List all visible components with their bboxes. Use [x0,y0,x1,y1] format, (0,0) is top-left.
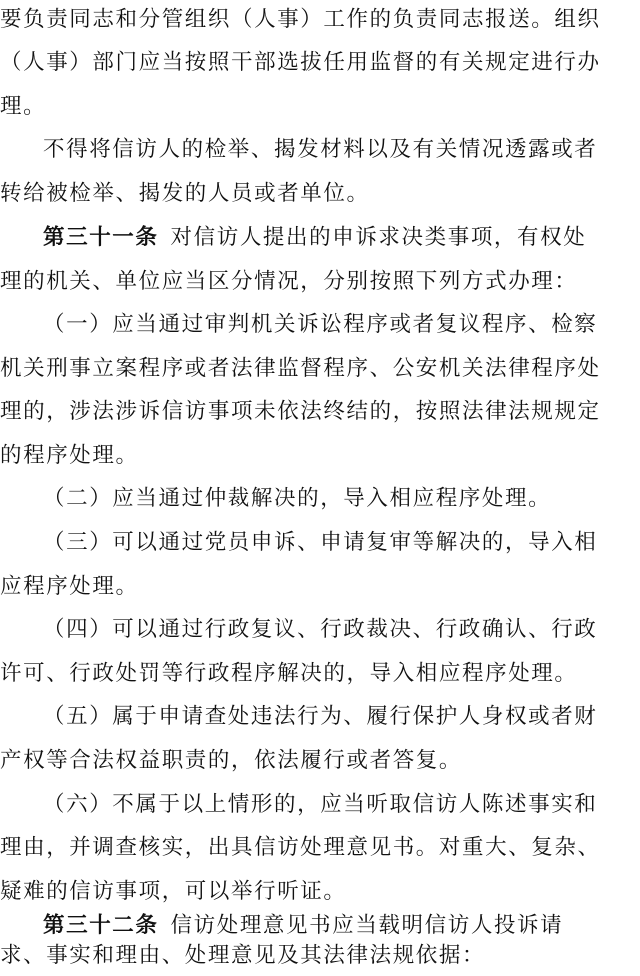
item-4-first-line: （四）可以通过行政复议、行政裁决、行政确认、行政 [43,617,598,642]
text-line: （人事）部门应当按照干部选拔任用监督的有关规定进行办 [0,50,601,75]
text-line: 理的机关、单位应当区分情况，分别按照下列方式办理： [0,269,578,294]
text-line: 疑难的信访事项，可以举行听证。 [0,879,347,904]
article-31-first-line [0,218,640,258]
text-line: 的程序处理。 [0,443,139,468]
item-2-line: （二）应当通过仲裁解决的，导入相应程序处理。 [43,486,552,511]
article-32-heading: 第三十二条 [43,913,159,938]
article-31-text: 对信访人提出的申诉求决类事项，有权处 [170,225,587,250]
text-line: 理由，并调查核实，出具信访处理意见书。对重大、复杂、 [0,835,601,860]
text-line: 要负责同志和分管组织（人事）工作的负责同志报送。组织 [0,7,601,32]
paragraph-first-line: 不得将信访人的检举、揭发材料以及有关情况透露或者 [43,137,598,162]
item-1-first-line: （一）应当通过审判机关诉讼程序或者复议程序、检察 [43,312,598,337]
text-line: 产权等合法权益职责的，依法履行或者答复。 [0,748,463,773]
text-line: 理。 [0,94,47,119]
item-3-first-line: （三）可以通过党员申诉、申请复审等解决的，导入相 [43,530,598,555]
text-line: 求、事实和理由、处理意见及其法律法规依据： [0,943,486,968]
text-line: 应程序处理。 [0,574,139,599]
article-31-heading: 第三十一条 [43,225,159,250]
text-line: 转给被检举、揭发的人员或者单位。 [0,181,370,206]
item-5-first-line: （五）属于申请查处违法行为、履行保护人身权或者财 [43,704,598,729]
item-6-first-line: （六）不属于以上情形的，应当听取信访人陈述事实和 [43,792,598,817]
text-line: 机关刑事立案程序或者法律监督程序、公安机关法律程序处 [0,356,601,381]
text-line: 理的，涉法涉诉信访事项未依法终结的，按照法律法规规定 [0,399,601,424]
article-32-text: 信访处理意见书应当载明信访人投诉请 [170,913,564,938]
text-line: 许可、行政处罚等行政程序解决的，导入相应程序处理。 [0,661,578,686]
